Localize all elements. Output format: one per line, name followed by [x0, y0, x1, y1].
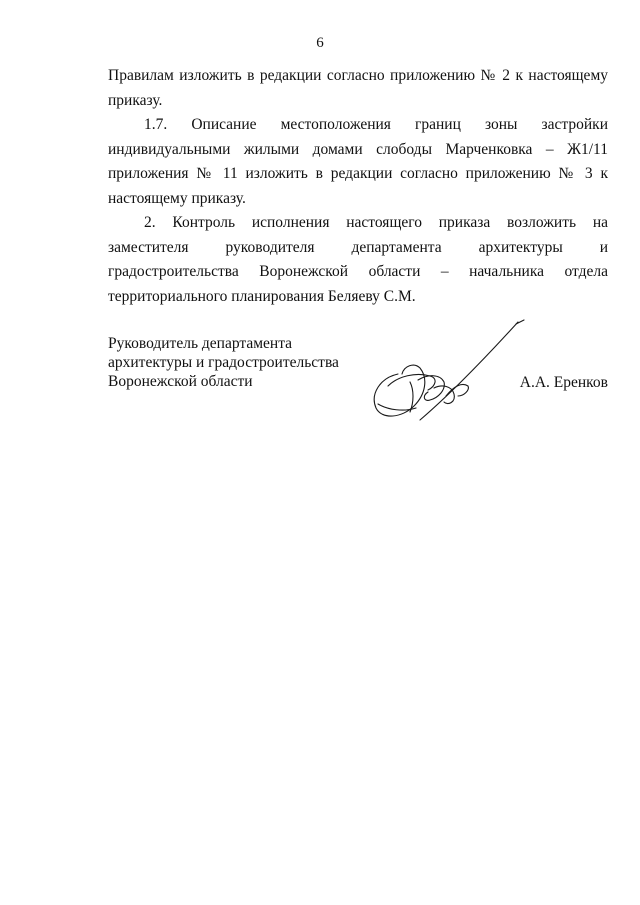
- document-body: [108, 64, 608, 309]
- signer-title-line-2: архитектуры и градостроительства: [108, 354, 339, 371]
- signature-block: [108, 330, 608, 440]
- signer-name: А.А. Еренков: [519, 374, 608, 391]
- paragraph-item-2: 2. Контроль исполнения настоящего приказа возложить на заместителя руководителя департамента архитектуры и градостроительства Воронежской области – начальника отдела территориального планирования Беляеву С.М.: [108, 214, 608, 305]
- paragraph-continuation-line-2: приказу.: [108, 91, 163, 109]
- paragraph-continuation-line-1: Правилам изложить в редакции согласно приложению № 2 к настоящему: [108, 67, 608, 84]
- signer-title-line-1: Руководитель департамента: [108, 335, 293, 352]
- page-number: 6: [316, 35, 324, 51]
- paragraph-item-1-7: 1.7. Описание местоположения границ зоны застройки индивидуальными жилыми домами слободы Марченковка – Ж1/11 приложения № 11 изложить в редакции согласно приложению № 3 к настоящему приказу.: [108, 116, 608, 207]
- signer-title-line-3: Воронежской области: [108, 373, 253, 390]
- handwritten-signature: [358, 316, 528, 426]
- signer-title: [108, 334, 339, 391]
